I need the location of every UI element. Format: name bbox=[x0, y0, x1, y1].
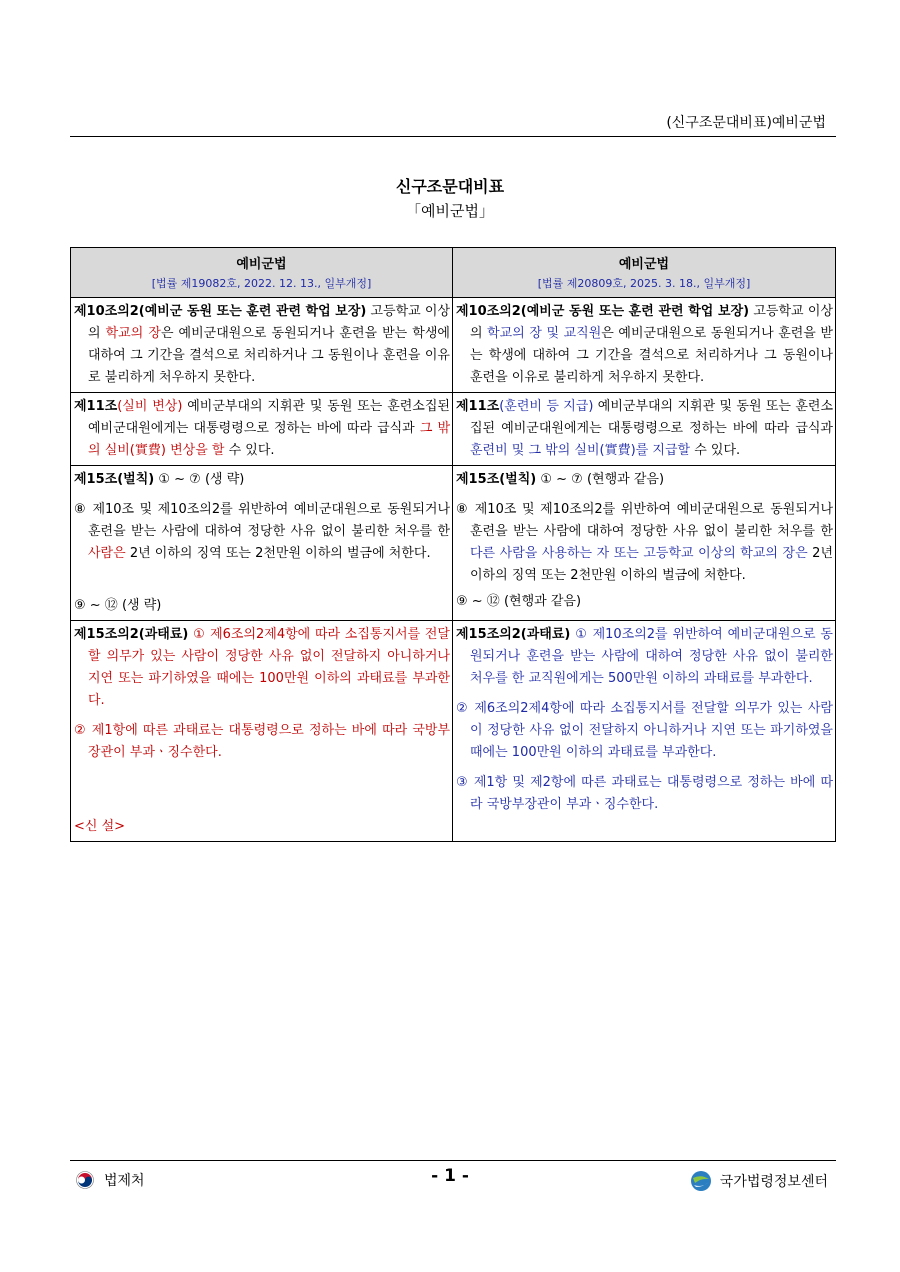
article-heading: 제10조의2(예비군 동원 또는 훈련 관련 학업 보장) bbox=[456, 304, 750, 319]
comparison-table bbox=[70, 247, 836, 842]
article-heading: 제11조 bbox=[74, 399, 118, 414]
text-run: ⑧ 제10조 및 제10조의2를 위반하여 예비군대원으로 동원되거나 훈련을 받는 사람에 대하여 정당한 사유 없이 불리한 처우를 한 bbox=[74, 502, 450, 539]
paragraph-1 bbox=[74, 624, 450, 712]
paragraph-9-12: ⑨ ~ ⑫ (현행과 같음) bbox=[456, 594, 582, 609]
text-run: 수 있다. bbox=[224, 443, 275, 458]
new-law-name: 예비군법 bbox=[618, 257, 670, 272]
spacer bbox=[74, 565, 450, 587]
article-text bbox=[456, 396, 833, 462]
footer-center-name: 국가법령정보센터 bbox=[719, 1174, 828, 1190]
changed-text: 학교의 장 bbox=[105, 326, 161, 341]
text-run: ① ~ ⑦ (생 략) bbox=[154, 472, 245, 487]
new-provision-note: <신 설> bbox=[74, 819, 126, 834]
table-row bbox=[71, 298, 836, 393]
running-header: (신구조문대비표)예비군법 bbox=[666, 115, 826, 131]
text-run: 예비군부대의 지휘관 및 동원 또는 훈련소집된 예비군대원에게는 대통령령으로 정하는 바에 따라 급식과 bbox=[88, 399, 450, 436]
paragraph-2: ② 제6조의2제4항에 따라 소집통지서를 전달할 의무가 있는 사람이 정당한 사유 없이 전달하지 아니하거나 지연 또는 파기하였을 때에는 100만원 이하의 과태료를 부과한다. bbox=[456, 701, 833, 760]
new-law-header bbox=[453, 248, 836, 298]
page-number: - 1 - bbox=[431, 1166, 469, 1186]
article-text bbox=[74, 301, 450, 389]
table-row bbox=[71, 466, 836, 621]
changed-text: ① 제6조의2제4항에 따라 소집통지서를 전달할 의무가 있는 사람이 정당한 사유 없이 전달하지 아니하거나 지연 또는 파기하였을 때에는 100만원 이하의 과태료를 부과한다. bbox=[88, 627, 450, 708]
paragraph-8 bbox=[456, 499, 833, 587]
text-run: ⑧ 제10조 및 제10조의2를 위반하여 예비군대원으로 동원되거나 훈련을 받는 사람에 대하여 정당한 사유 없이 불리한 처우를 한 bbox=[456, 502, 833, 539]
article-heading: 제15조의2(과태료) bbox=[456, 627, 571, 642]
paragraph-3: ③ 제1항 및 제2항에 따른 과태료는 대통령령으로 정하는 바에 따라 국방부장관이 부과ㆍ징수한다. bbox=[456, 775, 833, 812]
paragraph-8 bbox=[74, 499, 450, 565]
article-text bbox=[74, 396, 450, 462]
text-run: 예비군부대의 지휘관 및 동원 또는 훈련소집된 예비군대원에게는 대통령령으로 정하는 바에 따라 급식과 bbox=[470, 399, 834, 436]
text-run: 고등학교 이상의 bbox=[470, 304, 833, 341]
spacer bbox=[74, 764, 450, 786]
article-heading: 제15조(벌칙) bbox=[74, 472, 155, 487]
footer-divider bbox=[70, 1160, 836, 1161]
changed-text: 그 밖의 실비(實費) 변상을 할 bbox=[88, 421, 450, 458]
law-name: 「예비군법」 bbox=[406, 202, 494, 220]
text-run: 수 있다. bbox=[690, 443, 741, 458]
new-article-15-2 bbox=[453, 621, 836, 842]
changed-text: 다른 사람을 사용하는 자 또는 고등학교 이상의 학교의 장은 bbox=[470, 546, 808, 561]
old-article-11 bbox=[71, 393, 453, 466]
old-law-version: [법률 제19082호, 2022. 12. 13., 일부개정] bbox=[151, 277, 372, 290]
article-text bbox=[456, 301, 833, 389]
new-article-10-2 bbox=[453, 298, 836, 393]
new-article-15 bbox=[453, 466, 836, 621]
text-run: 은 예비군대원으로 동원되거나 훈련을 받는 학생에 대하여 그 기간을 결석으로 처리하거나 그 동원이나 훈련을 이유로 불리하게 처우하지 못한다. bbox=[88, 326, 450, 385]
changed-text: 훈련비 및 그 밖의 실비(實費)를 지급할 bbox=[470, 443, 691, 458]
text-run: 은 예비군대원으로 동원되거나 훈련을 받는 학생에 대하여 그 기간을 결석으로 처리하거나 그 동원이나 훈련을 이유로 불리하게 처우하지 못한다. bbox=[470, 326, 833, 385]
page-title: 신구조문대비표 bbox=[395, 177, 505, 196]
footer-org-name: 법제처 bbox=[104, 1173, 145, 1189]
table-row bbox=[71, 621, 836, 842]
text-run: ① ~ ⑦ (현행과 같음) bbox=[536, 472, 665, 487]
new-law-version: [법률 제20809호, 2025. 3. 18., 일부개정] bbox=[537, 277, 751, 290]
article-heading: 제15조의2(과태료) bbox=[74, 627, 189, 642]
text-run: 고등학교 이상의 bbox=[88, 304, 450, 341]
table-row bbox=[71, 393, 836, 466]
header-divider bbox=[70, 136, 836, 137]
law-info-center-logo-icon bbox=[690, 1170, 712, 1192]
article-heading: 제15조(벌칙) bbox=[456, 472, 537, 487]
changed-text: 학교의 장 및 교직원 bbox=[487, 326, 602, 341]
changed-text: ① 제10조의2를 위반하여 예비군대원으로 동원되거나 훈련을 받는 사람에 대하여 정당한 사유 없이 불리한 처우를 한 교직원에게는 500만원 이하의 과태료를 부과한다. bbox=[470, 627, 833, 686]
spacer bbox=[74, 786, 450, 808]
article-heading: 제10조의2(예비군 동원 또는 훈련 관련 학업 보장) bbox=[74, 304, 367, 319]
table-header-row bbox=[71, 248, 836, 298]
footer-right bbox=[690, 1170, 828, 1192]
old-law-header bbox=[71, 248, 453, 298]
changed-text: (훈련비 등 지급) bbox=[499, 399, 594, 414]
changed-text: 사람은 bbox=[88, 546, 126, 561]
old-article-15 bbox=[71, 466, 453, 621]
paragraph-2: ② 제1항에 따른 과태료는 대통령령으로 정하는 바에 따라 국방부장관이 부과ㆍ징수한다. bbox=[74, 723, 450, 760]
article-heading: 제11조 bbox=[456, 399, 500, 414]
changed-text: (실비 변상) bbox=[117, 399, 183, 414]
paragraph-1 bbox=[456, 624, 833, 690]
text-run: 2년 이하의 징역 또는 2천만원 이하의 벌금에 처한다. bbox=[470, 546, 833, 583]
article-text bbox=[456, 469, 833, 491]
old-article-15-2 bbox=[71, 621, 453, 842]
paragraph-9-12: ⑨ ~ ⑫ (생 략) bbox=[74, 598, 162, 613]
new-article-11 bbox=[453, 393, 836, 466]
old-article-10-2 bbox=[71, 298, 453, 393]
article-text bbox=[74, 469, 450, 491]
old-law-name: 예비군법 bbox=[236, 257, 287, 272]
text-run: 2년 이하의 징역 또는 2천만원 이하의 벌금에 처한다. bbox=[125, 546, 431, 561]
